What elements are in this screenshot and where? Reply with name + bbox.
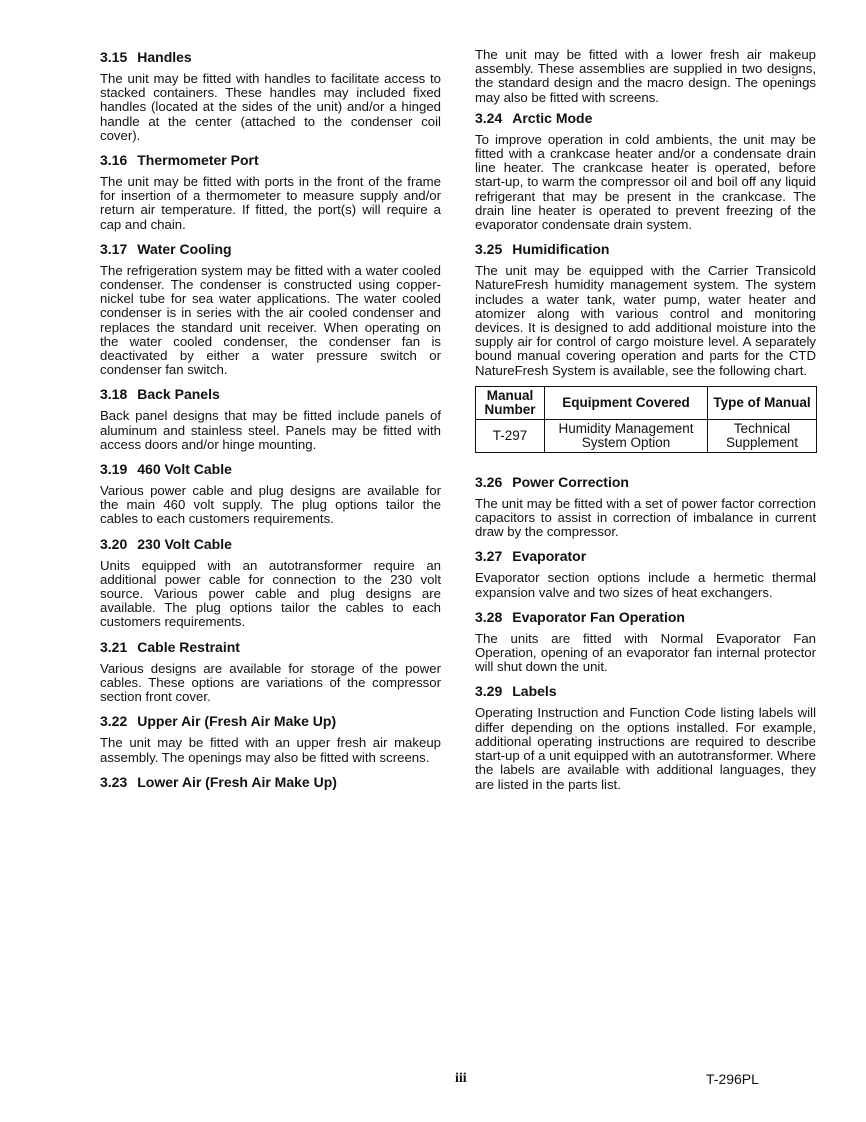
section-3-27 [475,547,816,599]
section-3-16 [100,151,441,232]
section-heading: 3.24 Arctic Mode [475,109,593,126]
section-heading: 3.26 Power Correction [475,473,629,490]
section-3-20 [100,535,441,630]
column-header: Type of Manual [708,386,817,419]
section-text: The units are fitted with Normal Evaporator Fan Operation, opening of an evaporator fan internal protector will shut down the unit. [475,630,816,675]
section-heading: 3.27 Evaporator [475,548,587,565]
section-heading: 3.15 Handles [100,49,192,65]
section-3-19 [100,460,441,527]
manual-reference-table [475,386,817,453]
section-text: The unit may be fitted with ports in the front of the frame for insertion of a thermometer to measure supply and/or return air temperature. If fitted, the port(s) will require a cap and chain. [100,174,441,232]
section-text: To improve operation in cold ambients, the unit may be fitted with a crankcase heater and/or a condensate drain line heater. The crankcase heater is operated, before start-up, to warm the compressor oil and boil off any liquid refrigerant that may be present in the crankcase. The drain line heater is operated to prevent freezing of the evaporator condensate drain system. [475,131,816,233]
table-header-row [476,386,817,419]
section-heading: 3.21 Cable Restraint [100,638,240,655]
table-row [476,419,817,452]
section-heading: 3.29 Labels [475,683,557,700]
section-text: Evaporator section options include a hermetic thermal expansion valve and two sizes of heat exchangers. [475,570,816,600]
right-column [475,48,816,800]
document-number: T-296PL [706,1071,759,1087]
section-3-23-continued-text: The unit may be fitted with a lower fresh air makeup assembly. These assemblies are supplied in two designs, the standard design and the macro design. The openings may also be fitted with screens. [475,47,816,105]
section-3-21 [100,638,441,705]
section-heading: 3.18 Back Panels [100,386,220,403]
section-text: Various designs are available for storage of the power cables. These options are variations of the compressor section front cover. [100,660,441,705]
section-text: The unit may be fitted with a set of power factor correction capacitors to assist in correction of imbalance in current draw by the compressor. [475,495,816,540]
section-3-15 [100,48,441,143]
section-heading: 3.28 Evaporator Fan Operation [475,608,685,625]
section-heading: 3.16 Thermometer Port [100,152,259,169]
table-cell: T-297 [476,419,545,452]
section-text: The unit may be equipped with the Carrier Transicold NatureFresh humidity management system. The system includes a water tank, water pump, water heater and atomizer along with various control and monitoring devices. It is designed to add additional moisture into the supply air for control of cargo moisture level. A separately bound manual covering operation and parts for the CTD NatureFresh System is available, see the following chart. [475,263,816,378]
section-3-25 [475,240,816,378]
table-cell: Humidity Management System Option [545,419,708,452]
section-text: Operating Instruction and Function Code listing labels will differ depending on the options installed. For example, additional operating instructions are required to describe start-up of a unit equipped with an autotransformer. Where the labels are available with additional languages, they are listed in the parts list. [475,705,816,792]
column-header: Manual Number [476,386,545,419]
section-3-17 [100,240,441,378]
section-3-24 [475,109,816,232]
section-heading: 3.22 Upper Air (Fresh Air Make Up) [100,713,337,730]
section-text: The unit may be fitted with an upper fresh air makeup assembly. The openings may also be fitted with screens. [100,735,441,765]
section-3-26 [475,473,816,540]
section-3-18 [100,385,441,452]
section-heading: 3.25 Humidification [475,241,610,258]
section-heading: 3.20 230 Volt Cable [100,535,232,552]
section-text: Units equipped with an autotransformer require an additional power cable for connection to the 230 volt source. Various power cable and plug designs are available. The plug options tailor the cables to each customers requirements. [100,557,441,630]
section-heading: 3.17 Water Cooling [100,240,232,257]
section-3-29 [475,682,816,791]
section-text: Various power cable and plug designs are available for the main 460 volt supply. The plug options tailor the cables to each customers requirements. [100,483,441,527]
section-text: The refrigeration system may be fitted with a water cooled condenser. The condenser is constructed using copper-nickel tube for sea water applications. The water cooled condenser is in series with the air cooled condenser and replaces the standard unit receiver. When operating on the water cooled condenser, the condenser fan is deactivated by either a water pressure switch or condenser fan switch. [100,262,441,378]
left-column [100,48,441,799]
table-cell: Technical Supplement [708,419,817,452]
section-3-23 [100,773,441,791]
page-number: iii [455,1071,467,1086]
section-text: Back panel designs that may be fitted include panels of aluminum and stainless steel. Panels may be fitted with access doors and/or hinge mounting. [100,408,441,452]
section-3-28 [475,608,816,675]
section-text: The unit may be fitted with handles to facilitate access to stacked containers. These handles may included fixed handles (located at the sides of the unit) and/or a hinged handle at the center (attached to the condenser coil cover). [100,71,441,143]
section-heading: 3.23 Lower Air (Fresh Air Make Up) [100,773,337,790]
column-header: Equipment Covered [545,386,708,419]
section-heading: 3.19 460 Volt Cable [100,461,232,478]
section-3-22 [100,712,441,764]
